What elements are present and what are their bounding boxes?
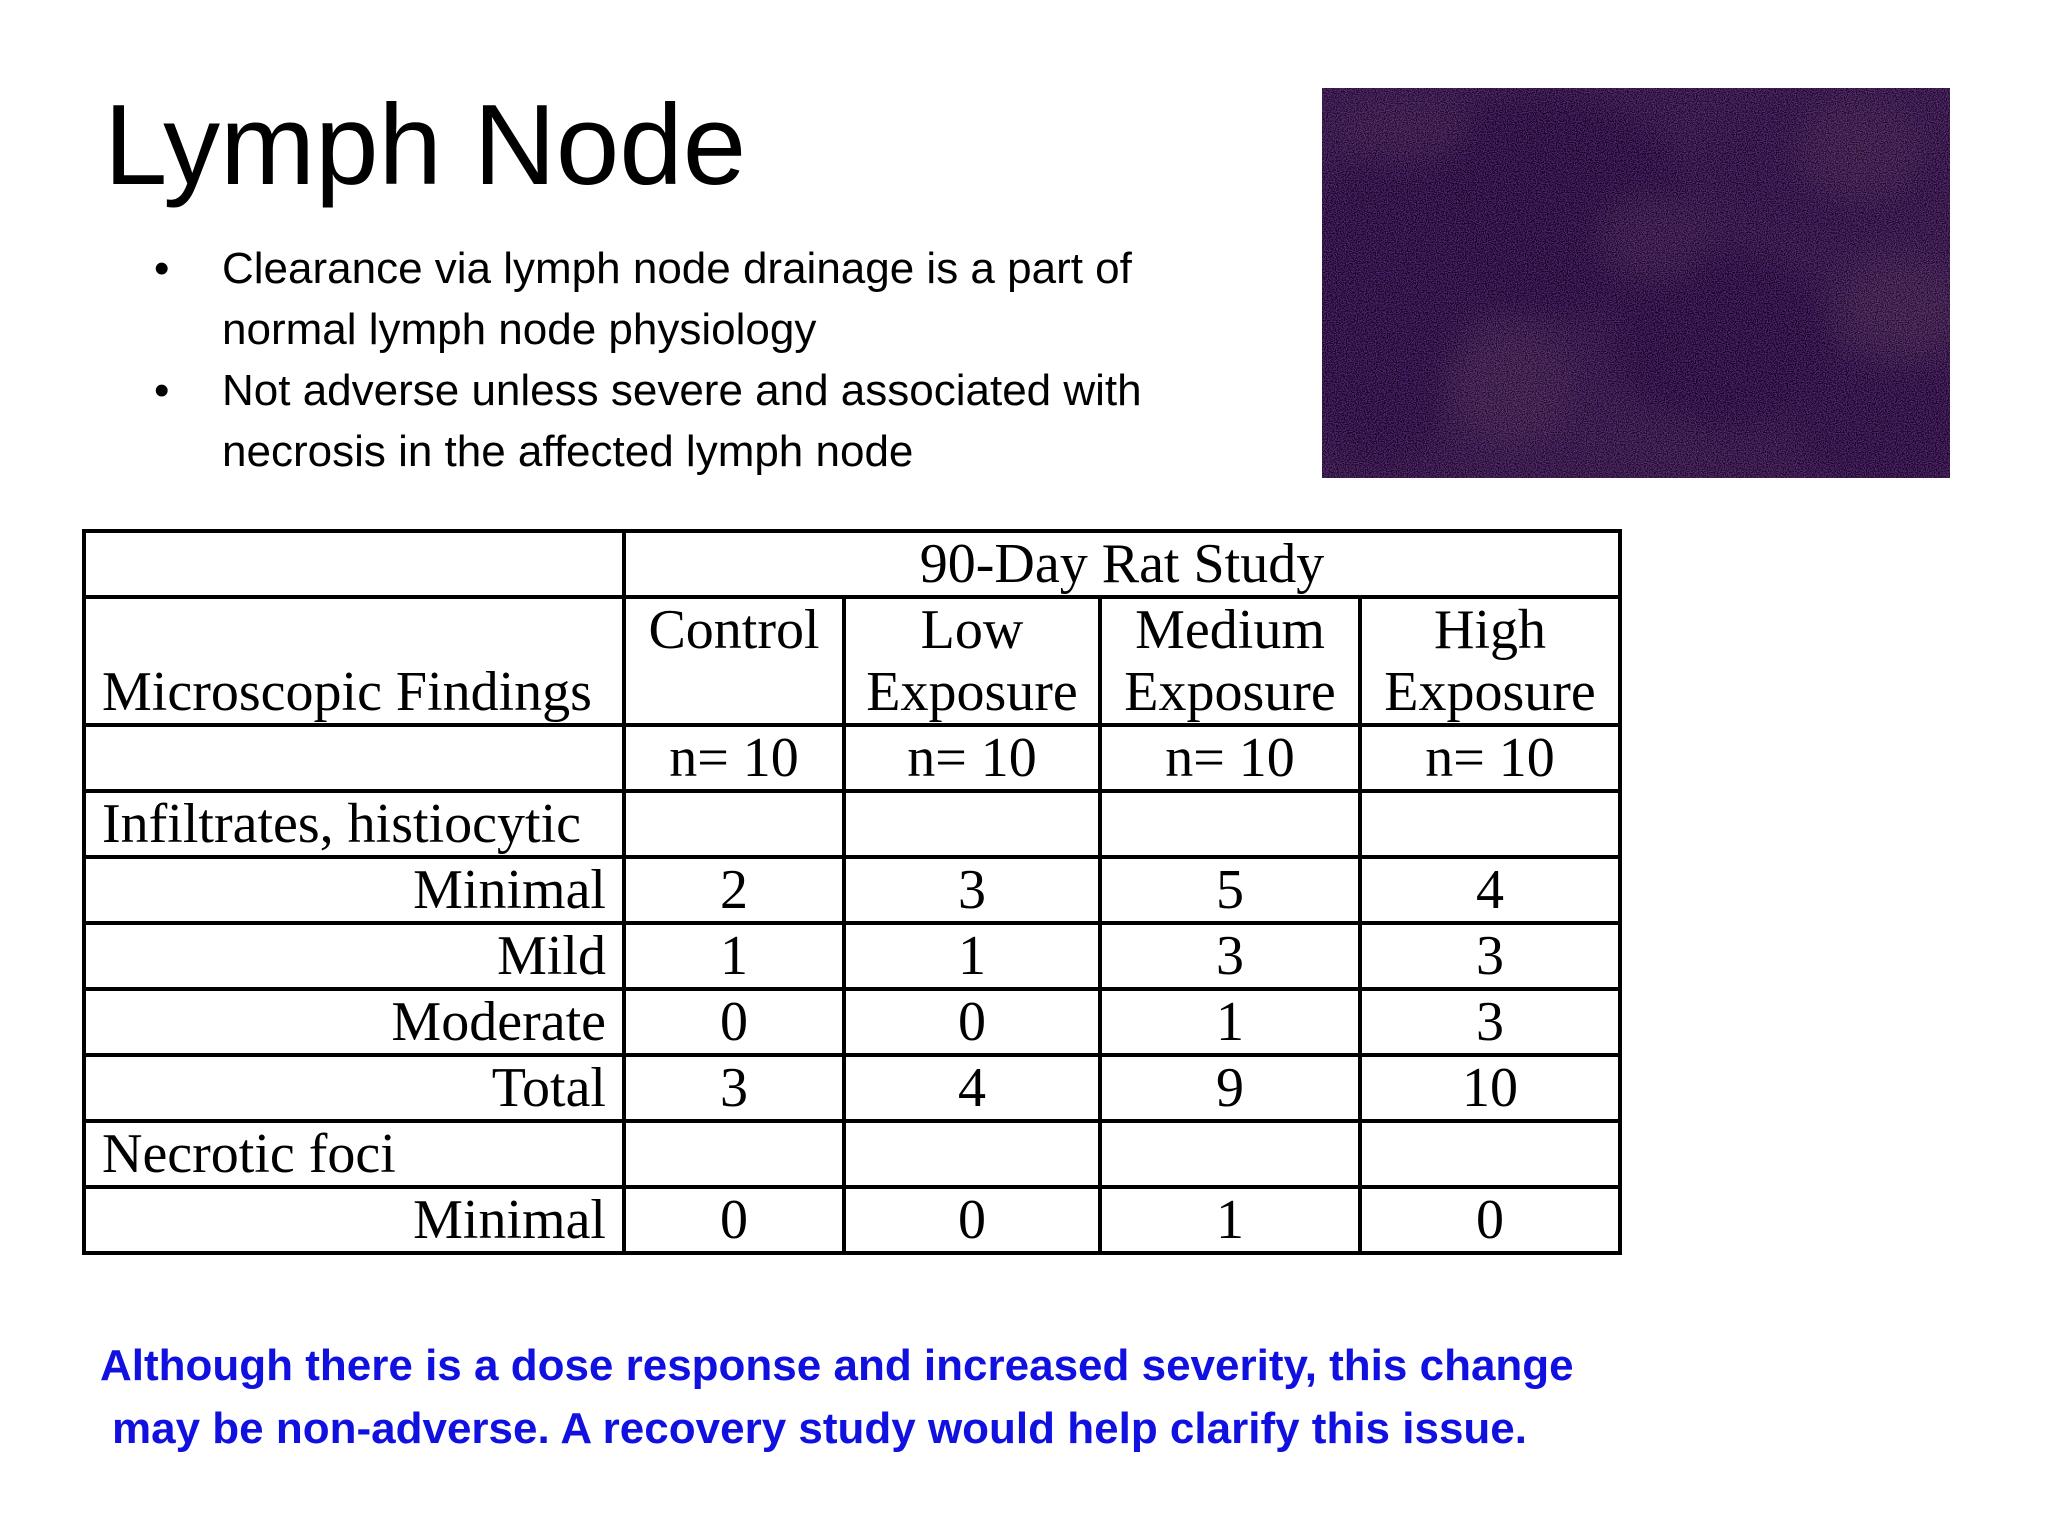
group-name-line2: Exposure	[866, 661, 1078, 723]
finding-section-row	[84, 1121, 1620, 1187]
bullet-item	[150, 360, 1260, 482]
histology-micrograph-image	[1322, 88, 1950, 478]
findings-table	[82, 529, 1622, 1255]
table-cell: 4	[844, 1055, 1100, 1121]
table-row	[84, 1055, 1620, 1121]
table-cell: 2	[624, 857, 844, 923]
table-cell-empty	[844, 791, 1100, 857]
finding-section-row	[84, 791, 1620, 857]
bullet-list	[150, 238, 1260, 482]
table-cell: 3	[1360, 923, 1620, 989]
table-cell: 0	[624, 1187, 844, 1253]
table-cell: 4	[1360, 857, 1620, 923]
table-cell: 1	[1100, 989, 1360, 1055]
bullet-item	[150, 238, 1260, 360]
table-cell: 0	[844, 1187, 1100, 1253]
group-size: n= 10	[1100, 725, 1360, 791]
group-name-line2: Exposure	[1124, 661, 1336, 723]
study-title: 90-Day Rat Study	[624, 531, 1620, 597]
table-cell: 10	[1360, 1055, 1620, 1121]
table-cell: 3	[844, 857, 1100, 923]
bullet-dot-icon: •	[154, 366, 170, 415]
group-header-medium	[1100, 597, 1360, 725]
table-cell-empty	[844, 1121, 1100, 1187]
table-cell: 1	[844, 923, 1100, 989]
bullet-dot-icon: •	[154, 244, 170, 293]
group-header-row	[84, 597, 1620, 725]
table-cell: 0	[624, 989, 844, 1055]
table-cell: 9	[1100, 1055, 1360, 1121]
table-header-row	[84, 531, 1620, 597]
group-size: n= 10	[1360, 725, 1620, 791]
group-name-line2	[642, 661, 826, 723]
table-corner-cell	[84, 531, 624, 597]
group-size: n= 10	[624, 725, 844, 791]
table-row	[84, 923, 1620, 989]
table-row	[84, 1187, 1620, 1253]
table-cell-empty	[1100, 791, 1360, 857]
conclusion-line: may be non-adverse. A recovery study would help clarify this issue.	[112, 1404, 1527, 1453]
table-cell: 1	[1100, 1187, 1360, 1253]
finding-name: Necrotic foci	[84, 1121, 624, 1187]
bullet-text: Not adverse unless severe and associated with necrosis in the affected lymph node	[222, 366, 1142, 476]
group-header-control	[624, 597, 844, 725]
row-header-label: Microscopic Findings	[84, 597, 624, 725]
group-name: Medium	[1135, 599, 1325, 661]
group-name: High	[1434, 599, 1546, 661]
severity-label: Total	[84, 1055, 624, 1121]
table-cell: 0	[1360, 1187, 1620, 1253]
table-cell-empty	[1360, 791, 1620, 857]
table-cell: 3	[1360, 989, 1620, 1055]
table-cell: 0	[844, 989, 1100, 1055]
table-cell: 3	[1100, 923, 1360, 989]
group-name: Control	[648, 599, 820, 661]
table-cell: 1	[624, 923, 844, 989]
table-cell-empty	[1360, 1121, 1620, 1187]
group-header-low	[844, 597, 1100, 725]
table-cell: 5	[1100, 857, 1360, 923]
group-name-line2: Exposure	[1384, 661, 1596, 723]
table-cell: 3	[624, 1055, 844, 1121]
table-cell-empty	[1100, 1121, 1360, 1187]
finding-name: Infiltrates, histiocytic	[84, 791, 624, 857]
group-name: Low	[920, 599, 1024, 661]
severity-label: Moderate	[84, 989, 624, 1055]
conclusion-line: Although there is a dose response and increased severity, this change	[100, 1341, 1574, 1390]
conclusion-note	[100, 1334, 1700, 1460]
severity-label: Minimal	[84, 1187, 624, 1253]
group-size-row	[84, 725, 1620, 791]
group-size: n= 10	[844, 725, 1100, 791]
severity-label: Mild	[84, 923, 624, 989]
severity-label: Minimal	[84, 857, 624, 923]
table-cell-empty	[624, 791, 844, 857]
group-header-high	[1360, 597, 1620, 725]
table-row	[84, 857, 1620, 923]
bullet-text: Clearance via lymph node drainage is a part of normal lymph node physiology	[222, 244, 1132, 354]
table-cell-empty	[84, 725, 624, 791]
slide-title: Lymph Node	[104, 82, 747, 209]
table-row	[84, 989, 1620, 1055]
table-cell-empty	[624, 1121, 844, 1187]
